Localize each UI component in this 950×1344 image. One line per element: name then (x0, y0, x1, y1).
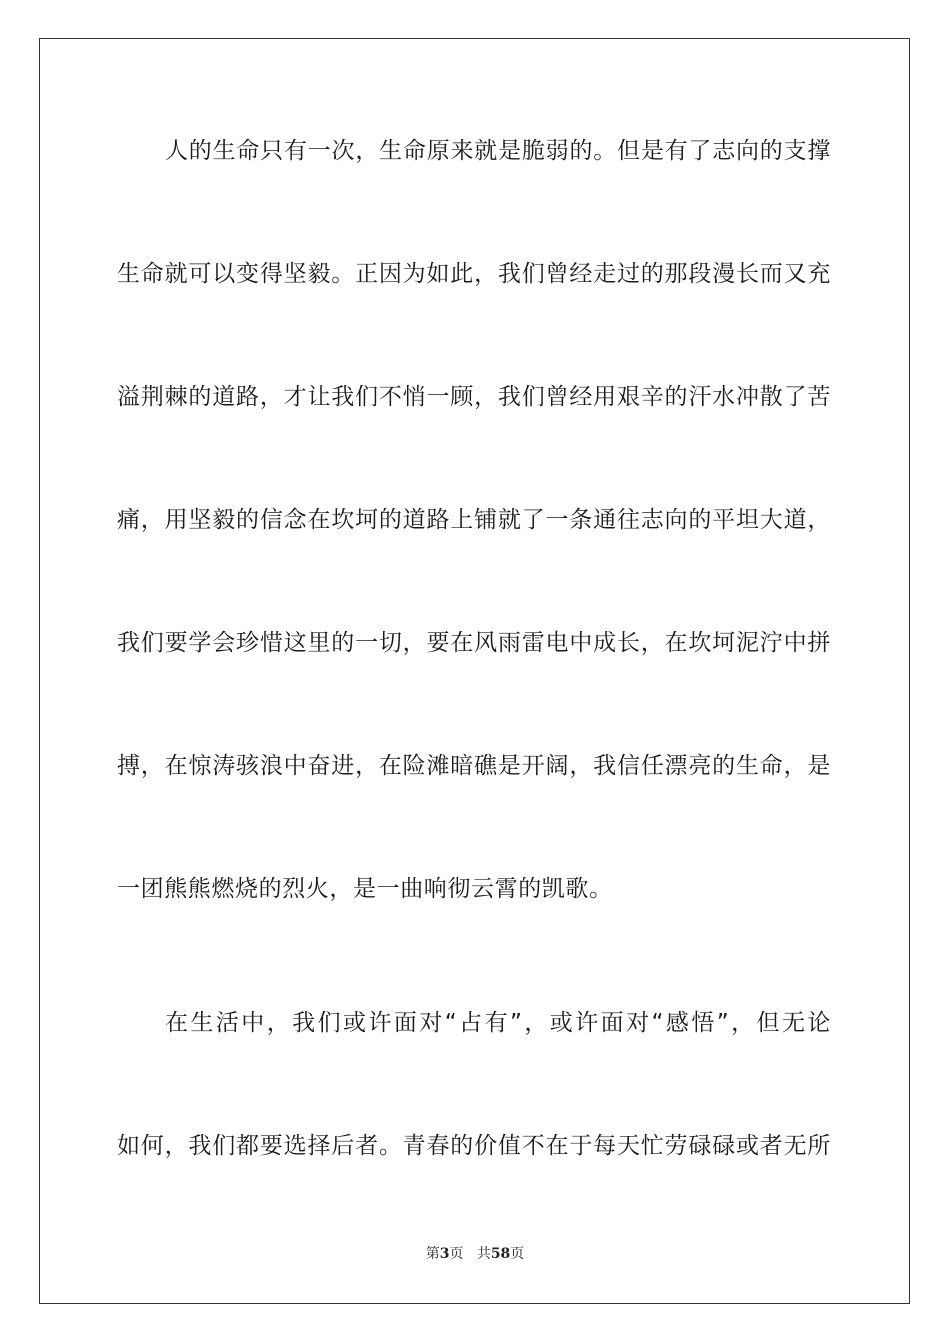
text-line: 我们要学会珍惜这里的一切，要在风雨雷电中成长，在坎坷泥泞中拼 (117, 630, 831, 656)
page-suffix: 页 (449, 1246, 464, 1262)
text-line: 搏，在惊涛骇浪中奋进，在险滩暗礁是开阔，我信任漂亮的生命，是 (117, 753, 831, 779)
text-line: 在生活中，我们或许面对“占有”，或许面对“感悟”，但无论 (165, 1010, 831, 1036)
text-line: 溢荆棘的道路，才让我们不悄一顾，我们曾经用艰辛的汗水冲散了苦 (117, 384, 831, 410)
text-line: 一团熊熊燃烧的烈火，是一曲响彻云霄的凯歌。 (117, 876, 613, 902)
text-line: 如何，我们都要选择后者。青春的价值不在于每天忙劳碌碌或者无所 (117, 1133, 831, 1159)
total-pages: 58 (490, 1246, 511, 1262)
page-prefix: 第 (425, 1246, 440, 1262)
total-suffix: 页 (510, 1246, 525, 1262)
total-prefix: 共 (476, 1246, 491, 1262)
page-number: 3 (439, 1246, 450, 1262)
page-frame (39, 38, 910, 1304)
page-footer (0, 1245, 950, 1263)
text-line: 痛，用坚毅的信念在坎坷的道路上铺就了一条通往志向的平坦大道， (117, 507, 831, 533)
text-line: 人的生命只有一次，生命原来就是脆弱的。但是有了志向的支撑 (165, 138, 831, 164)
text-line: 生命就可以变得坚毅。正因为如此，我们曾经走过的那段漫长而又充 (117, 261, 831, 287)
